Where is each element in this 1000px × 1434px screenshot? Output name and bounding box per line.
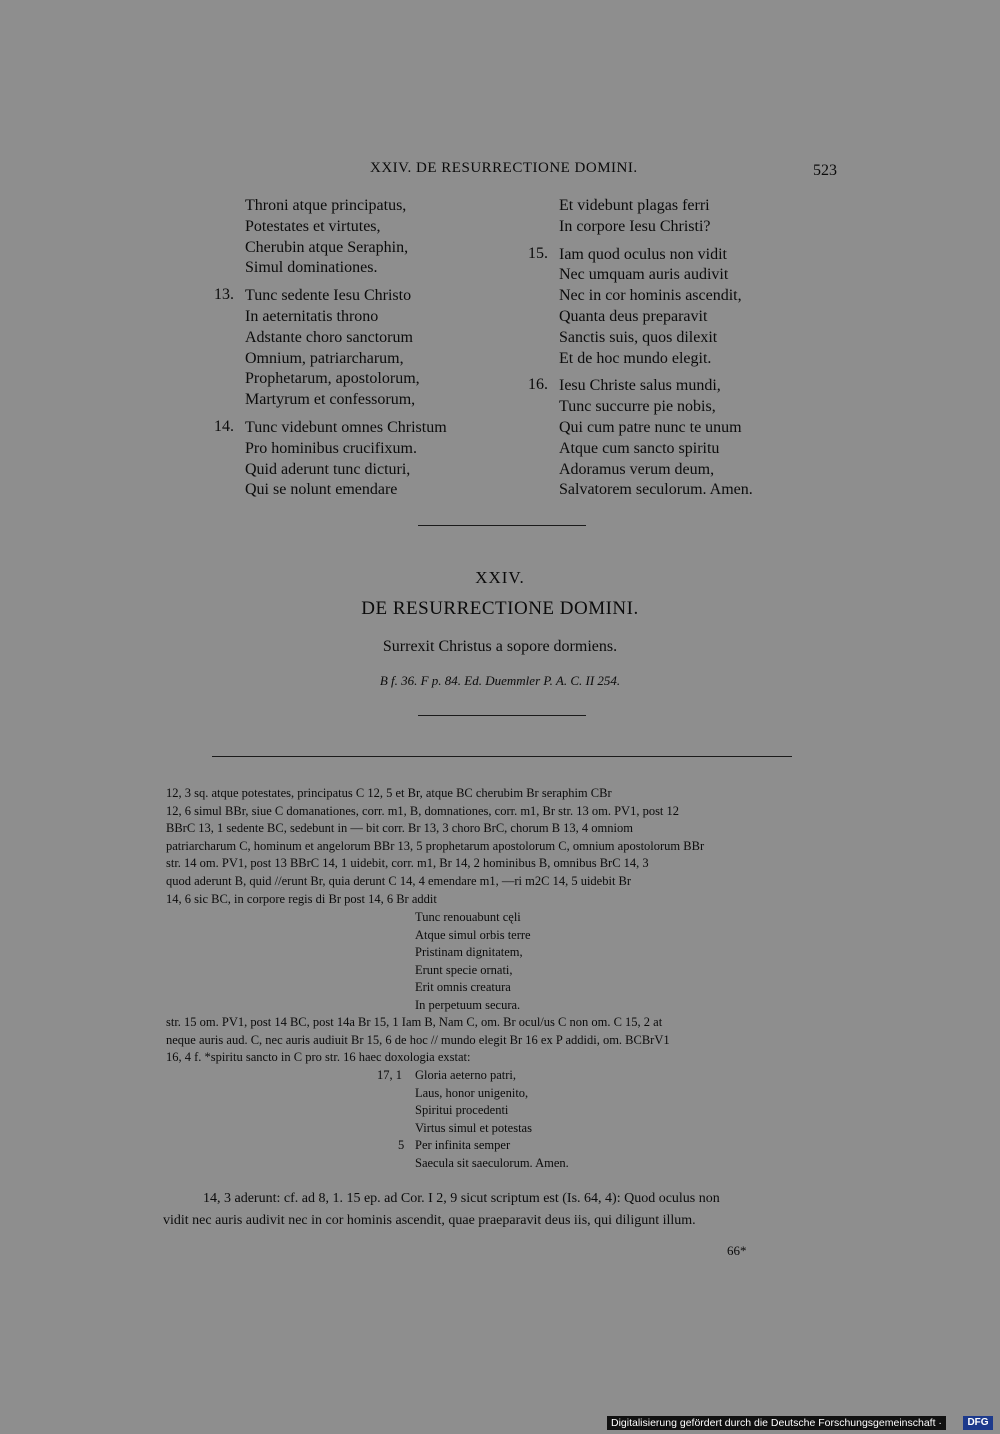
apparatus-line: str. 14 om. PV1, post 13 BBrC 14, 1 uidebit, corr. m1, Br 14, 2 hominibus B, omnibus BrC 14, 3 bbox=[166, 856, 649, 871]
verse-line: Simul dominationes. bbox=[245, 259, 378, 277]
verse-line: In aeternitatis throno bbox=[245, 308, 379, 325]
apparatus-line: Per infinita semper bbox=[415, 1138, 511, 1153]
apparatus-block-2 bbox=[166, 1014, 670, 1067]
apparatus-line: 14, 6 sic BC, in corpore regis di Br post 14, 6 Br addit bbox=[166, 891, 437, 906]
verse-line: Quid aderunt tunc dicturi, bbox=[245, 460, 411, 478]
doxology-label: 17, 1 bbox=[377, 1068, 402, 1082]
apparatus-line: 12, 3 sq. atque potestates, principatus C 12, 5 et Br, atque BC cherubim Br seraphim CBr bbox=[166, 786, 612, 800]
signature-mark: 66* bbox=[727, 1243, 747, 1258]
verse-line: Omnium, patriarcharum, bbox=[245, 349, 404, 367]
footnote-line-1: 14, 3 aderunt: cf. ad 8, 1. 15 ep. ad Cor. I 2, 9 sicut scriptum est (Is. 64, 4): Quod oculus non bbox=[203, 1191, 720, 1206]
verse-line: Sanctis suis, quos dilexit bbox=[559, 328, 718, 346]
apparatus-line: Saecula sit saeculorum. Amen. bbox=[415, 1155, 569, 1170]
verse-line: Salvatorem seculorum. Amen. bbox=[559, 481, 753, 499]
verse-line: Adstante choro sanctorum bbox=[245, 328, 413, 346]
apparatus-line: Erit omnis creatura bbox=[415, 980, 511, 995]
poem-number: XXIV. bbox=[475, 568, 525, 587]
verse-line: Martyrum et confessorum, bbox=[245, 391, 416, 409]
stanza-number: 14. bbox=[214, 418, 234, 435]
verse-line: Quanta deus preparavit bbox=[559, 308, 708, 325]
verse-line: Tunc sedente Iesu Christo bbox=[245, 287, 412, 305]
ornament-rule bbox=[418, 715, 586, 716]
apparatus-line: neque auris aud. C, nec auris audiuit Br 15, 6 de hoc // mundo elegit Br 16 ex P addidi, om. BCBrV1 bbox=[166, 1032, 670, 1047]
verse-line: Potestates et virtutes, bbox=[245, 217, 381, 235]
apparatus-line: BBrC 13, 1 sedente BC, sedebunt in — bit corr. Br 13, 3 choro BrC, chorum B 13, 4 omniom bbox=[166, 821, 633, 836]
apparatus-line: quod aderunt B, quid //erunt Br, quia derunt C 14, 4 emendare m1, —ri m2C 14, 5 uidebit Br bbox=[166, 873, 632, 888]
page-number: 523 bbox=[813, 162, 837, 179]
dfg-logo: DFG bbox=[963, 1416, 993, 1430]
apparatus-line: 12, 6 simul BBr, siue C domanationes, corr. m1, B, domnationes, corr. m1, Br str. 13 om. PV1, post 12 bbox=[166, 803, 680, 818]
apparatus-line: Virtus simul et potestas bbox=[415, 1120, 532, 1135]
apparatus-line: str. 15 om. PV1, post 14 BC, post 14a Br 15, 1 Iam B, Nam C, om. Br ocul/us C non om. C 15, 2 at bbox=[166, 1015, 663, 1029]
apparatus-line: patriarcharum C, hominum et angelorum BBr 13, 5 prophetarum apostolorum C, omnium apostolorum BBr bbox=[166, 838, 705, 853]
poem-incipit: Surrexit Christus a sopore dormiens. bbox=[382, 638, 618, 655]
verse-line: Qui se nolunt emendare bbox=[245, 481, 398, 499]
apparatus-line: Atque simul orbis terre bbox=[415, 927, 531, 942]
running-title: XXIV. DE RESURRECTIONE DOMINI. bbox=[370, 160, 638, 176]
apparatus-line: Erunt specie ornati, bbox=[415, 962, 513, 977]
apparatus-rule bbox=[212, 756, 792, 757]
verse-line: Et de hoc mundo elegit. bbox=[559, 349, 712, 367]
poem-title: DE RESURRECTIONE DOMINI. bbox=[361, 598, 639, 619]
apparatus-line: In perpetuum secura. bbox=[415, 997, 521, 1012]
stanza-number: 15. bbox=[528, 244, 548, 262]
apparatus-block-1 bbox=[166, 785, 704, 908]
verse-line: Et videbunt plagas ferri bbox=[559, 197, 710, 214]
apparatus-addit bbox=[415, 909, 531, 1015]
verse-line: Nec umquam auris audivit bbox=[559, 266, 729, 284]
doxology-block bbox=[415, 1067, 569, 1173]
apparatus-line: Spiritui procedenti bbox=[415, 1103, 509, 1118]
verse-line: Throni atque principatus, bbox=[245, 197, 407, 214]
verse-line: Pro hominibus crucifixum. bbox=[245, 439, 417, 457]
poem-sources: B f. 36. F p. 84. Ed. Duemmler P. A. C. II 254. bbox=[379, 673, 621, 688]
footnote-line-2: vidit nec auris audivit nec in cor hominis ascendit, quae praeparavit deus iis, qui diligunt illum. bbox=[163, 1213, 696, 1228]
digitization-credit: Digitalisierung gefördert durch die Deutsche Forschungsgemeinschaft · bbox=[607, 1416, 946, 1430]
apparatus-line: Laus, honor unigenito, bbox=[415, 1085, 529, 1100]
stanza-number: 16. bbox=[528, 376, 548, 394]
doxology-line-number: 5 bbox=[398, 1138, 405, 1152]
verse-line: Adoramus verum deum, bbox=[559, 460, 715, 478]
verse-line: Qui cum patre nunc te unum bbox=[559, 419, 742, 436]
section-divider bbox=[418, 525, 586, 526]
verse-line: Tunc succurre pie nobis, bbox=[559, 398, 716, 416]
verse-line: Iam quod oculus non vidit bbox=[559, 245, 727, 263]
apparatus-line: Pristinam dignitatem, bbox=[415, 945, 523, 960]
apparatus-line: 16, 4 f. *spiritu sancto in C pro str. 16 haec doxologia exstat: bbox=[166, 1050, 471, 1065]
stanza-number: 13. bbox=[214, 286, 234, 304]
verse-line: Cherubin atque Seraphin, bbox=[245, 238, 409, 256]
verse-line: Prophetarum, apostolorum, bbox=[245, 370, 420, 388]
apparatus-line: Gloria aeterno patri, bbox=[415, 1068, 516, 1082]
verse-line: Iesu Christe salus mundi, bbox=[559, 377, 721, 395]
verse-line: Tunc videbunt omnes Christum bbox=[245, 419, 447, 436]
verse-line: Atque cum sancto spiritu bbox=[559, 439, 720, 457]
verse-line: In corpore Iesu Christi? bbox=[559, 217, 711, 235]
apparatus-line: Tunc renouabunt cęli bbox=[415, 910, 521, 924]
verse-line: Nec in cor hominis ascendit, bbox=[559, 287, 742, 305]
